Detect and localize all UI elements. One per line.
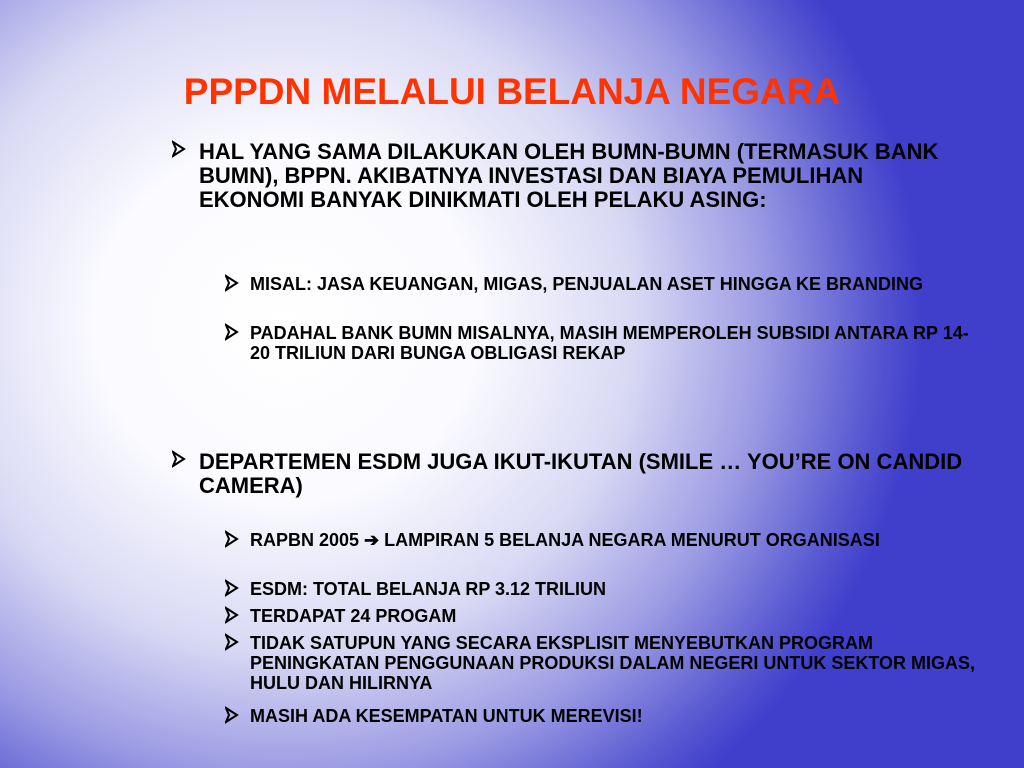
arrow-bullet-icon (225, 274, 239, 294)
sub-bullet-text: PADAHAL BANK BUMN MISALNYA, MASIH MEMPEROLEH SUBSIDI ANTARA RP 14-20 TRILIUN DARI BUNGA OBLIGASI REKAP (250, 323, 969, 363)
arrow-bullet-icon (225, 706, 239, 726)
sub-bullet-item (225, 706, 985, 726)
sub-bullet-text: MASIH ADA KESEMPATAN UNTUK MEREVISI! (250, 706, 643, 726)
sub-bullet-item (225, 633, 985, 693)
sub-bullet-text: ESDM: TOTAL BELANJA RP 3.12 TRILIUN (250, 579, 607, 599)
arrow-bullet-icon (172, 140, 186, 164)
sub-bullet-text: RAPBN 2005 ➔ LAMPIRAN 5 BELANJA NEGARA MENURUT ORGANISASI (250, 530, 880, 550)
bullet-item (172, 450, 972, 498)
sub-bullet-item (225, 606, 985, 626)
arrow-bullet-icon (225, 530, 239, 550)
sub-bullet-text: TIDAK SATUPUN YANG SECARA EKSPLISIT MENYEBUTKAN PROGRAM PENINGKATAN PENGGUNAAN PRODUKSI DALAM NEGERI UNTUK SEKTOR MIGAS, HULU DAN HILIRNYA (250, 633, 976, 693)
sub-bullet-item (225, 530, 985, 550)
sub-bullet-text: TERDAPAT 24 PROGAM (250, 606, 457, 626)
slide-title: PPPDN MELALUI BELANJA NEGARA (183, 71, 841, 112)
sub-bullet-item (225, 274, 985, 294)
bullet-text: HAL YANG SAMA DILAKUKAN OLEH BUMN-BUMN (TERMASUK BANK BUMN), BPPN. AKIBATNYA INVESTASI DAN BIAYA PEMULIHAN EKONOMI BANYAK DINIKMATI OLEH PELAKU ASING: (199, 139, 939, 212)
bullet-text: DEPARTEMEN ESDM JUGA IKUT-IKUTAN (SMILE … YOU’RE ON CANDID CAMERA) (199, 449, 963, 498)
bullet-item (172, 140, 972, 212)
arrow-bullet-icon (225, 579, 239, 599)
sub-bullet-item (225, 323, 985, 363)
arrow-bullet-icon (172, 450, 186, 474)
sub-bullet-item (225, 579, 985, 599)
arrow-bullet-icon (225, 323, 239, 343)
arrow-bullet-icon (225, 633, 239, 653)
arrow-bullet-icon (225, 606, 239, 626)
sub-bullet-text: MISAL: JASA KEUANGAN, MIGAS, PENJUALAN ASET HINGGA KE BRANDING (250, 274, 924, 294)
